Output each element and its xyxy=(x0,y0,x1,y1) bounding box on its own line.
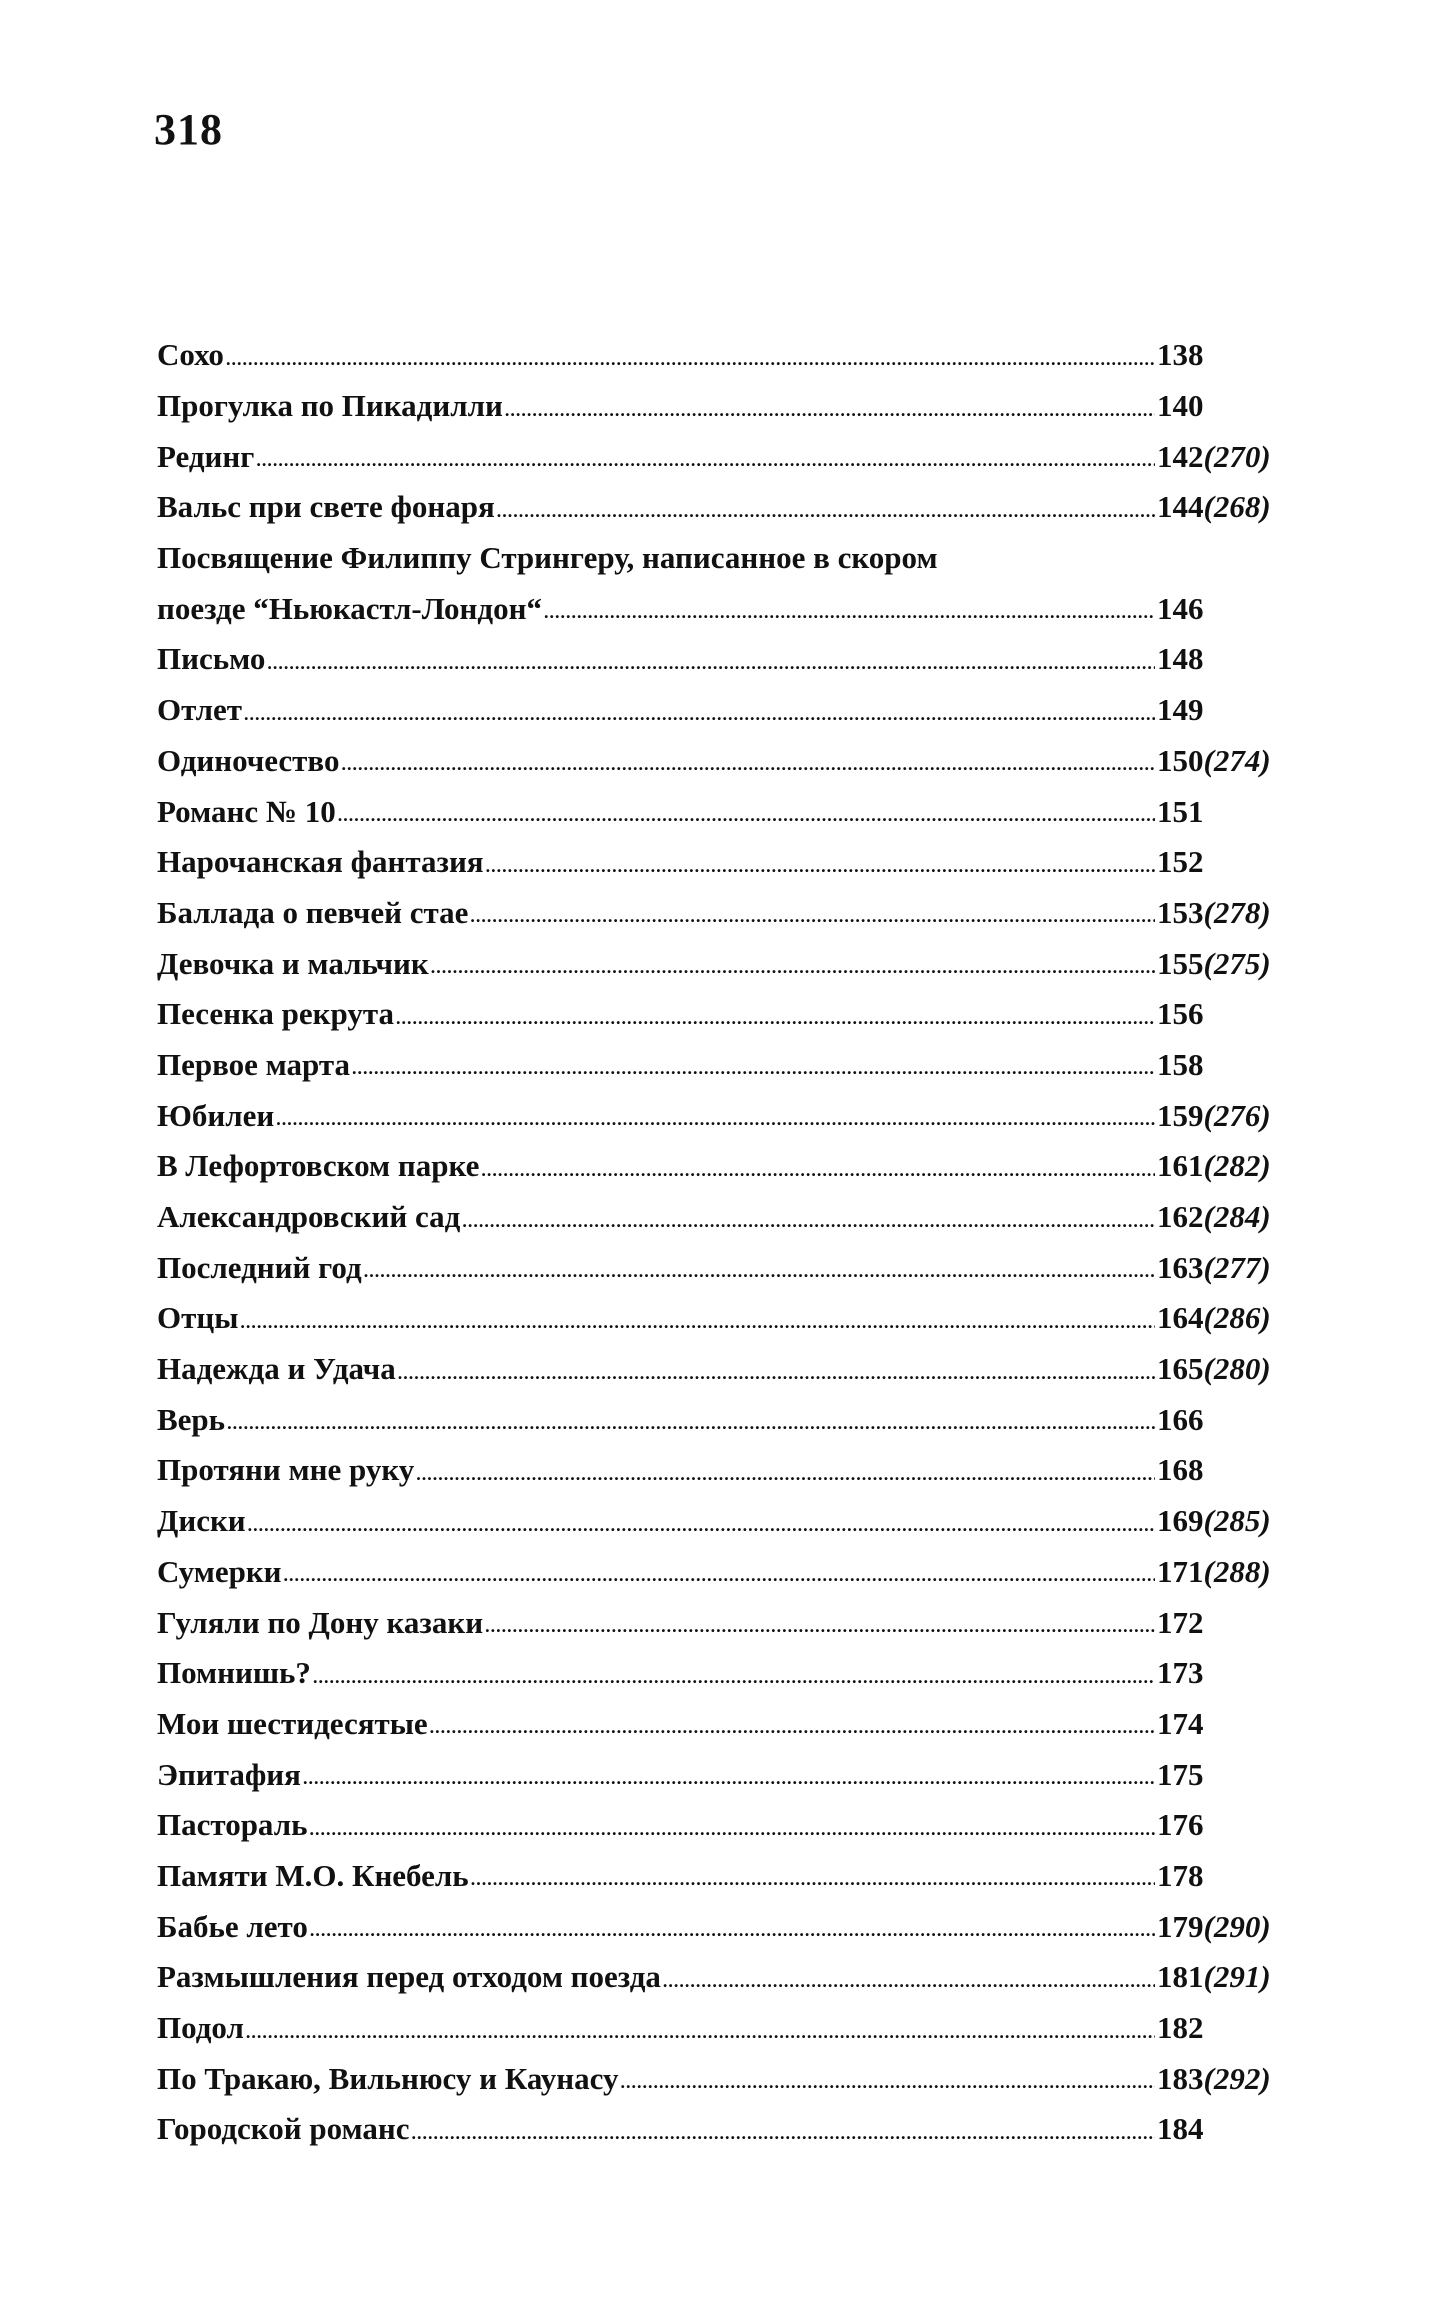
page-number-value: 165 xyxy=(1157,1351,1204,1387)
page-number-value: 181 xyxy=(1157,1959,1204,1995)
toc-entry-page xyxy=(1157,1757,1292,1793)
toc-entry xyxy=(157,1699,1292,1750)
page-number-value: 144 xyxy=(1157,489,1204,525)
commentary-page-ref: (278) xyxy=(1203,894,1271,930)
page-number-value: 152 xyxy=(1157,844,1204,880)
toc-entry xyxy=(157,1800,1292,1851)
toc-entry-title: Романс № 10 xyxy=(157,793,336,829)
toc-entry-title: Прогулка по Пикадилли xyxy=(157,388,503,424)
commentary-page-ref: (270) xyxy=(1203,438,1271,474)
dot-leader xyxy=(310,1819,1156,1850)
dot-leader xyxy=(364,1261,1155,1292)
toc-entry-page xyxy=(1157,1402,1292,1438)
page-number-value: 138 xyxy=(1157,337,1204,373)
toc-entry-page xyxy=(1157,794,1292,830)
toc-entry-title: Последний год xyxy=(157,1249,362,1285)
page-number-value: 148 xyxy=(1157,641,1204,677)
toc-entry-page xyxy=(1157,1047,1292,1083)
toc-entry-page xyxy=(1157,1098,1292,1134)
toc-entry-title: поезде “Ньюкастл-Лондон“ xyxy=(157,590,542,626)
toc-entry-title: Рединг xyxy=(157,438,255,474)
toc-entry xyxy=(157,1901,1292,1952)
toc-entry-title: Верь xyxy=(157,1401,226,1437)
commentary-page-ref: (282) xyxy=(1203,1148,1271,1184)
commentary-page-ref: (276) xyxy=(1203,1097,1271,1133)
toc-entry-title: Городской романс xyxy=(157,2111,410,2147)
toc-entry-page xyxy=(1157,1351,1292,1387)
toc-entry xyxy=(157,533,1292,584)
toc-entry-page xyxy=(1157,1199,1292,1235)
page-number-value: 183 xyxy=(1157,2060,1204,2096)
dot-leader xyxy=(226,349,1155,380)
toc-entry-title: Девочка и мальчик xyxy=(157,945,429,981)
page-number-value: 142 xyxy=(1157,438,1204,474)
commentary-page-ref: (275) xyxy=(1203,945,1271,981)
toc-entry-title: Гуляли по Дону казаки xyxy=(157,1604,484,1640)
page-number-value: 158 xyxy=(1157,1046,1204,1082)
dot-leader xyxy=(470,906,1155,937)
toc-entry xyxy=(157,2053,1292,2104)
commentary-page-ref: (268) xyxy=(1203,489,1271,525)
toc-entry-page xyxy=(1157,1452,1292,1488)
toc-entry-page xyxy=(1157,743,1292,779)
toc-entry-page xyxy=(1157,1250,1292,1286)
toc-entry-page xyxy=(1157,2061,1292,2097)
toc-entry xyxy=(157,837,1292,888)
page-number-value: 140 xyxy=(1157,388,1204,424)
toc-entry xyxy=(157,1445,1292,1496)
toc-entry xyxy=(157,685,1292,736)
toc-entry-page xyxy=(1157,2010,1292,2046)
toc-entry-page xyxy=(1157,692,1292,728)
page-number-value: 169 xyxy=(1157,1503,1204,1539)
page-number-value: 153 xyxy=(1157,894,1204,930)
toc-entry-title: Юбилеи xyxy=(157,1097,275,1133)
toc-entry xyxy=(157,989,1292,1040)
toc-entry-title: Баллада о певчей стае xyxy=(157,894,469,930)
page-number-value: 175 xyxy=(1157,1756,1204,1792)
commentary-page-ref: (288) xyxy=(1203,1553,1271,1589)
dot-leader xyxy=(244,704,1155,735)
page-number-value: 168 xyxy=(1157,1452,1204,1488)
toc-entry-page xyxy=(1157,388,1292,424)
dot-leader xyxy=(471,1869,1155,1900)
toc-entry-title: Памяти М.О. Кнебель xyxy=(157,1857,469,1893)
dot-leader xyxy=(248,1515,1155,1546)
page-number-value: 156 xyxy=(1157,996,1204,1032)
toc-entry-page xyxy=(1157,1909,1292,1945)
toc-entry xyxy=(157,786,1292,837)
dot-leader xyxy=(256,450,1155,481)
table-of-contents xyxy=(157,330,1292,2155)
toc-entry xyxy=(157,2003,1292,2054)
dot-leader xyxy=(430,1717,1155,1748)
commentary-page-ref: (285) xyxy=(1203,1503,1271,1539)
toc-entry-page xyxy=(1157,844,1292,880)
toc-entry xyxy=(157,1597,1292,1648)
page-number-value: 155 xyxy=(1157,945,1204,981)
dot-leader xyxy=(398,1363,1155,1394)
toc-entry xyxy=(157,1192,1292,1243)
toc-entry xyxy=(157,634,1292,685)
toc-entry-title: Эпитафия xyxy=(157,1756,301,1792)
commentary-page-ref: (290) xyxy=(1203,1908,1271,1944)
page-number-value: 146 xyxy=(1157,590,1204,626)
page-number-value: 149 xyxy=(1157,692,1204,728)
toc-entry-page xyxy=(1157,641,1292,677)
toc-entry-title: Мои шестидесятые xyxy=(157,1705,428,1741)
toc-entry xyxy=(157,482,1292,533)
dot-leader xyxy=(276,1109,1155,1140)
toc-entry-page xyxy=(1157,895,1292,931)
page-number-value: 182 xyxy=(1157,2010,1204,2046)
toc-entry xyxy=(157,381,1292,432)
dot-leader xyxy=(462,1211,1155,1242)
page-number-value: 150 xyxy=(1157,742,1204,778)
toc-entry xyxy=(157,583,1292,634)
toc-entry-title: Бабье лето xyxy=(157,1908,308,1944)
dot-leader xyxy=(663,1971,1155,2002)
toc-entry-page xyxy=(1157,1148,1292,1184)
toc-entry xyxy=(157,1394,1292,1445)
dot-leader xyxy=(481,1160,1155,1191)
page-number-value: 151 xyxy=(1157,793,1204,829)
toc-entry-title: Письмо xyxy=(157,641,266,677)
toc-entry xyxy=(157,1749,1292,1800)
toc-entry-title: Протяни мне руку xyxy=(157,1452,415,1488)
toc-entry-page xyxy=(1157,996,1292,1032)
page-number-value: 184 xyxy=(1157,2111,1204,2147)
toc-entry-title: Нарочанская фантазия xyxy=(157,844,484,880)
toc-entry-page xyxy=(1157,1706,1292,1742)
dot-leader xyxy=(620,2072,1155,2103)
toc-entry xyxy=(157,1344,1292,1395)
toc-entry xyxy=(157,1242,1292,1293)
page-number-value: 164 xyxy=(1157,1300,1204,1336)
dot-leader xyxy=(544,602,1155,633)
toc-entry-title: Надежда и Удача xyxy=(157,1351,396,1387)
dot-leader xyxy=(338,805,1155,836)
page-number-value: 163 xyxy=(1157,1249,1204,1285)
toc-entry-page xyxy=(1157,337,1292,373)
dot-leader xyxy=(352,1058,1155,1089)
toc-entry-title: Посвящение Филиппу Стрингеру, написанное в скором xyxy=(157,540,938,576)
toc-entry-page xyxy=(1157,1554,1292,1590)
dot-leader xyxy=(267,653,1155,684)
toc-entry-title: Песенка рекрута xyxy=(157,996,394,1032)
toc-entry-title: Подол xyxy=(157,2010,244,2046)
dot-leader xyxy=(497,501,1155,532)
toc-entry-title: Александровский сад xyxy=(157,1199,461,1235)
dot-leader xyxy=(485,1616,1155,1647)
toc-entry xyxy=(157,1141,1292,1192)
dot-leader xyxy=(505,400,1155,431)
toc-entry-title: Одиночество xyxy=(157,742,340,778)
toc-entry-page xyxy=(1157,439,1292,475)
toc-entry-page xyxy=(1157,1605,1292,1641)
toc-entry xyxy=(157,1293,1292,1344)
dot-leader xyxy=(246,2022,1155,2053)
toc-entry-page xyxy=(1157,946,1292,982)
commentary-page-ref: (286) xyxy=(1203,1300,1271,1336)
dot-leader xyxy=(341,754,1155,785)
toc-entry-title: Диски xyxy=(157,1503,246,1539)
page-number-value: 172 xyxy=(1157,1604,1204,1640)
commentary-page-ref: (291) xyxy=(1203,1959,1271,1995)
toc-entry-title: Помнишь? xyxy=(157,1655,311,1691)
page-number-value: 176 xyxy=(1157,1807,1204,1843)
toc-entry xyxy=(157,1090,1292,1141)
toc-entry-title: Отлет xyxy=(157,692,242,728)
page-number-value: 178 xyxy=(1157,1857,1204,1893)
toc-entry xyxy=(157,431,1292,482)
commentary-page-ref: (292) xyxy=(1203,2060,1271,2096)
toc-entry-page xyxy=(1157,1807,1292,1843)
toc-entry xyxy=(157,1952,1292,2003)
toc-entry xyxy=(157,1851,1292,1902)
page-number: 318 xyxy=(154,105,223,154)
toc-entry-title: Отцы xyxy=(157,1300,239,1336)
dot-leader xyxy=(396,1008,1155,1039)
page-number-value: 161 xyxy=(1157,1148,1204,1184)
toc-entry-page xyxy=(1157,1300,1292,1336)
commentary-page-ref: (284) xyxy=(1203,1199,1271,1235)
page-number-value: 159 xyxy=(1157,1097,1204,1133)
toc-entry-page xyxy=(1157,2111,1292,2147)
page-number-value: 171 xyxy=(1157,1553,1204,1589)
toc-entry-page xyxy=(1157,1655,1292,1691)
toc-entry xyxy=(157,736,1292,787)
toc-entry xyxy=(157,330,1292,381)
commentary-page-ref: (274) xyxy=(1203,742,1271,778)
page-number-value: 179 xyxy=(1157,1908,1204,1944)
page-number-value: 166 xyxy=(1157,1401,1204,1437)
dot-leader xyxy=(310,1920,1155,1951)
commentary-page-ref: (277) xyxy=(1203,1249,1271,1285)
toc-entry-title: Сохо xyxy=(157,337,224,373)
toc-entry xyxy=(157,1648,1292,1699)
page-number-value: 162 xyxy=(1157,1199,1204,1235)
toc-entry xyxy=(157,938,1292,989)
dot-leader xyxy=(227,1413,1155,1444)
commentary-page-ref: (280) xyxy=(1203,1351,1271,1387)
toc-entry xyxy=(157,888,1292,939)
toc-entry-title: Первое марта xyxy=(157,1046,350,1082)
dot-leader xyxy=(284,1565,1155,1596)
toc-entry-title: Вальс при свете фонаря xyxy=(157,489,495,525)
toc-entry-title: В Лефортовском парке xyxy=(157,1148,480,1184)
dot-leader xyxy=(313,1667,1155,1698)
page-number-value: 173 xyxy=(1157,1655,1204,1691)
toc-entry-page xyxy=(1157,489,1292,525)
toc-entry xyxy=(157,1547,1292,1598)
toc-entry-page xyxy=(1157,1503,1292,1539)
toc-entry-title: По Тракаю, Вильнюсу и Каунасу xyxy=(157,2060,619,2096)
dot-leader xyxy=(240,1312,1155,1343)
toc-entry-page xyxy=(1157,1858,1292,1894)
toc-entry-page xyxy=(1157,591,1292,627)
toc-entry xyxy=(157,2104,1292,2155)
dot-leader xyxy=(412,2123,1155,2154)
dot-leader xyxy=(486,856,1155,887)
toc-entry xyxy=(157,1496,1292,1547)
toc-entry-title: Сумерки xyxy=(157,1553,282,1589)
dot-leader xyxy=(416,1464,1155,1495)
toc-entry-title: Размышления перед отходом поезда xyxy=(157,1959,661,1995)
toc-entry-page xyxy=(1157,1959,1292,1995)
dot-leader xyxy=(431,957,1155,988)
page-number-value: 174 xyxy=(1157,1705,1204,1741)
dot-leader xyxy=(303,1768,1155,1799)
toc-entry xyxy=(157,1040,1292,1091)
toc-entry-title: Пастораль xyxy=(157,1807,308,1843)
